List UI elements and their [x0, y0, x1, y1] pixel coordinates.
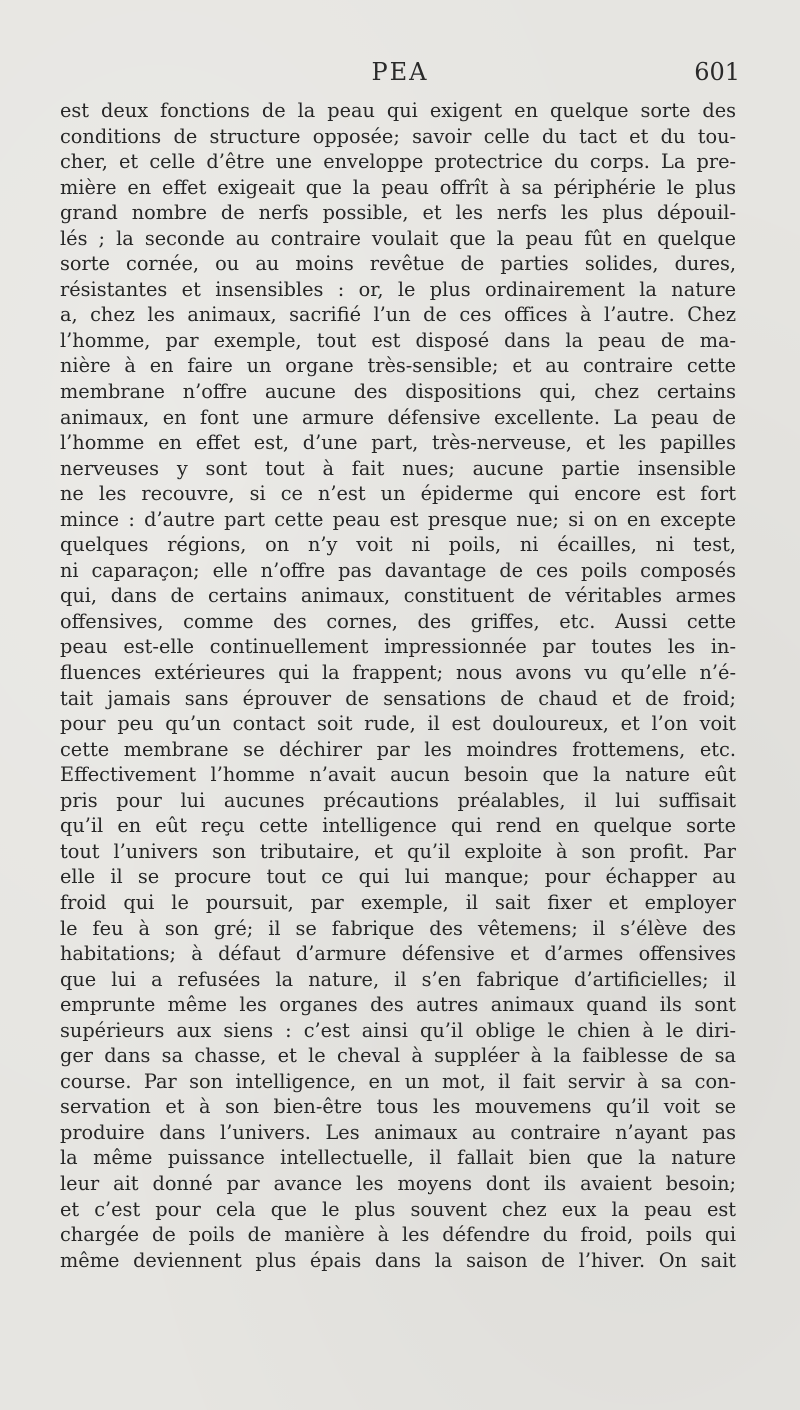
text-line: pour peu qu’un contact soit rude, il est douloureux, et l’on voit [60, 712, 736, 736]
text-line: supérieurs aux siens : c’est ainsi qu’il oblige le chien à le diri- [60, 1018, 736, 1042]
text-line: Effectivement l’homme n’avait aucun besoin que la nature eût [60, 763, 736, 787]
text-line: pris pour lui aucunes précautions préalables, il lui suffisait [60, 788, 736, 812]
text-line: chargée de poils de manière à les défendre du froid, poils qui [60, 1223, 736, 1247]
text-line: produire dans l’univers. Les animaux au contraire n’ayant pas [60, 1120, 736, 1144]
text-line: offensives, comme des cornes, des griffes, etc. Aussi cette [60, 609, 736, 633]
text-line: même deviennent plus épais dans la saison de l’hiver. On sait [60, 1248, 736, 1272]
text-line: leur ait donné par avance les moyens dont ils avaient besoin; [60, 1171, 736, 1195]
text-line: tout l’univers son tributaire, et qu’il exploite à son profit. Par [60, 839, 736, 863]
text-line: l’homme en effet est, d’une part, très-nerveuse, et les papilles [60, 431, 736, 455]
text-line: qui, dans de certains animaux, constituent de véritables armes [60, 584, 736, 608]
text-line: animaux, en font une armure défensive excellente. La peau de [60, 405, 736, 429]
text-line: sorte cornée, ou au moins revêtue de parties solides, dures, [60, 252, 736, 276]
text-line: qu’il en eût reçu cette intelligence qui rend en quelque sorte [60, 814, 736, 838]
text-line: mière en effet exigeait que la peau offrît à sa périphérie le plus [60, 175, 736, 199]
text-line: la même puissance intellectuelle, il fallait bien que la nature [60, 1146, 736, 1170]
text-line: nière à en faire un organe très-sensible; et au contraire cette [60, 354, 736, 378]
text-line: fluences extérieures qui la frappent; nous avons vu qu’elle n’é- [60, 661, 736, 685]
text-line: tait jamais sans éprouver de sensations de chaud et de froid; [60, 686, 736, 710]
running-title: PEA [371, 58, 429, 86]
page-number: 601 [694, 58, 740, 86]
text-line: a, chez les animaux, sacrifié l’un de ces offices à l’autre. Chez [60, 303, 736, 327]
text-line: grand nombre de nerfs possible, et les nerfs les plus dépouil- [60, 201, 736, 225]
text-line: elle il se procure tout ce qui lui manque; pour échapper au [60, 865, 736, 889]
text-line: peau est-elle continuellement impressionnée par toutes les in- [60, 635, 736, 659]
text-line: lés ; la seconde au contraire voulait que la peau fût en quelque [60, 226, 736, 250]
text-line: est deux fonctions de la peau qui exigent en quelque sorte des [60, 99, 736, 122]
text-line: servation et à son bien-être tous les mouvemens qu’il voit se [60, 1095, 736, 1119]
text-line: course. Par son intelligence, en un mot, il fait servir à sa con- [60, 1069, 736, 1093]
text-line: que lui a refusées la nature, il s’en fabrique d’artificielles; il [60, 967, 736, 991]
text-line: et c’est pour cela que le plus souvent chez eux la peau est [60, 1197, 736, 1221]
text-line: le feu à son gré; il se fabrique des vêtemens; il s’élève des [60, 916, 736, 940]
text-line: membrane n’offre aucune des dispositions qui, chez certains [60, 380, 736, 404]
text-line: quelques régions, on n’y voit ni poils, ni écailles, ni test, [60, 533, 736, 557]
text-line: habitations; à défaut d’armure défensive et d’armes offensives [60, 942, 736, 966]
text-line: emprunte même les organes des autres animaux quand ils sont [60, 993, 736, 1017]
text-line: cette membrane se déchirer par les moindres frottemens, etc. [60, 737, 736, 761]
text-line: froid qui le poursuit, par exemple, il sait fixer et employer [60, 890, 736, 914]
text-line: nerveuses y sont tout à fait nues; aucune partie insensible [60, 456, 736, 480]
text-line: cher, et celle d’être une enveloppe protectrice du corps. La pre- [60, 150, 736, 174]
text-line: conditions de structure opposée; savoir celle du tact et du tou- [60, 124, 736, 148]
text-line: mince : d’autre part cette peau est presque nue; si on en excepte [60, 507, 736, 531]
body-text [60, 98, 736, 1273]
text-line: ne les recouvre, si ce n’est un épiderme qui encore est fort [60, 482, 736, 506]
text-line: l’homme, par exemple, tout est disposé dans la peau de ma- [60, 328, 736, 352]
text-line: ni caparaçon; elle n’offre pas davantage de ces poils composés [60, 558, 736, 582]
text-line: résistantes et insensibles : or, le plus ordinairement la nature [60, 277, 736, 301]
text-line: ger dans sa chasse, et le cheval à suppléer à la faiblesse de sa [60, 1044, 736, 1068]
running-head [60, 58, 740, 94]
